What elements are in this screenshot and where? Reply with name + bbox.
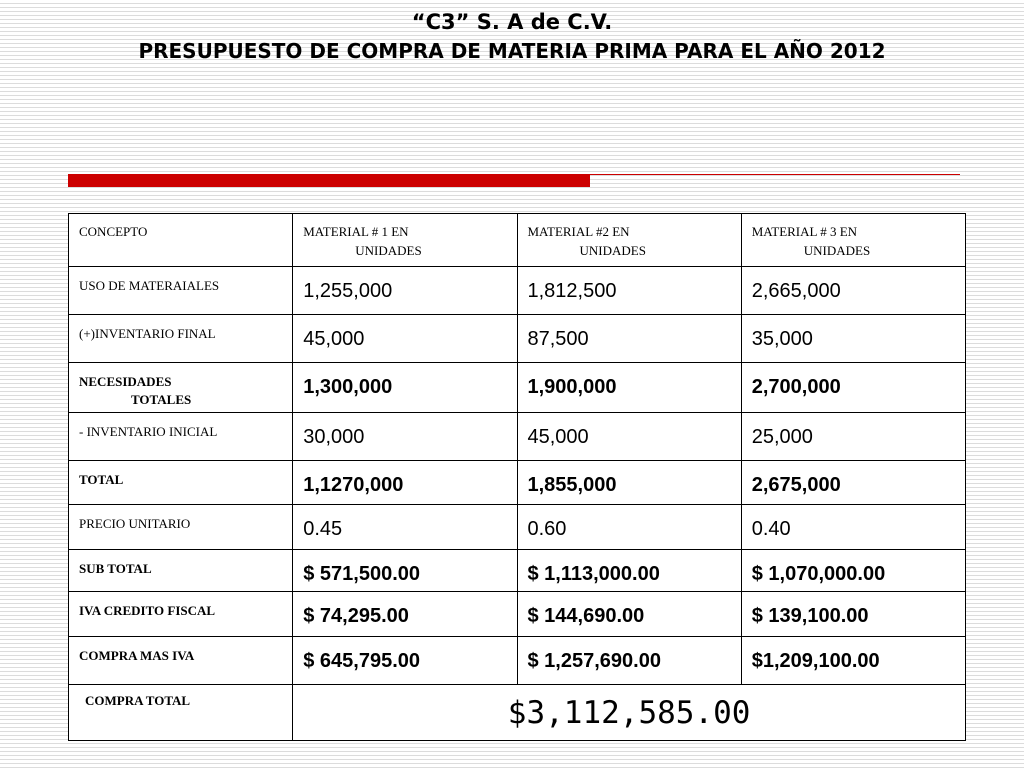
value-material-3: 2,675,000 [741, 461, 965, 505]
accent-bar [68, 174, 590, 187]
value-material-1: $ 74,295.00 [293, 592, 517, 637]
total-row [69, 685, 966, 741]
value-material-3: 2,700,000 [741, 363, 965, 413]
row-label-text: PRECIO UNITARIO [79, 516, 191, 531]
accent-line [590, 174, 960, 175]
table-row [69, 315, 966, 363]
row-label-text: - INVENTARIO INICIAL [79, 424, 218, 439]
header-material-3-line2: UNIDADES [803, 243, 871, 258]
value-material-1: 30,000 [293, 413, 517, 461]
row-label [69, 592, 293, 637]
value-material-1: $ 645,795.00 [293, 637, 517, 685]
header-material-1-line1: MATERIAL # 1 EN [303, 224, 409, 239]
table-row [69, 592, 966, 637]
row-label [69, 505, 293, 550]
value-material-2: 1,855,000 [517, 461, 741, 505]
table-row [69, 461, 966, 505]
value-material-2: $ 1,113,000.00 [517, 550, 741, 592]
header-material-2-line2: UNIDADES [579, 243, 646, 258]
header-material-3 [741, 214, 965, 267]
value-material-2: $ 144,690.00 [517, 592, 741, 637]
compra-total-label: COMPRA TOTAL [69, 685, 293, 741]
header-material-2-line1: MATERIAL #2 EN [527, 224, 630, 239]
row-label-text: (+)INVENTARIO FINAL [79, 326, 216, 341]
row-label [69, 267, 293, 315]
table-row [69, 637, 966, 685]
row-label [69, 363, 293, 413]
value-material-2: 1,812,500 [517, 267, 741, 315]
value-material-1: $ 571,500.00 [293, 550, 517, 592]
header-material-1 [293, 214, 517, 267]
row-label-text: USO DE MATERAIALES [79, 278, 220, 293]
value-material-2: 45,000 [517, 413, 741, 461]
value-material-1: 1,1270,000 [293, 461, 517, 505]
value-material-1: 45,000 [293, 315, 517, 363]
value-material-3: 35,000 [741, 315, 965, 363]
slide-title [0, 8, 1024, 66]
row-label-text: TOTAL [79, 472, 124, 487]
row-label [69, 315, 293, 363]
header-material-2 [517, 214, 741, 267]
value-material-1: 0.45 [293, 505, 517, 550]
row-label-text: IVA CREDITO FISCAL [79, 603, 216, 618]
value-material-1: 1,300,000 [293, 363, 517, 413]
value-material-2: 1,900,000 [517, 363, 741, 413]
row-label [69, 550, 293, 592]
row-label-text: NECESIDADES [79, 374, 172, 389]
value-material-2: 87,500 [517, 315, 741, 363]
value-material-2: $ 1,257,690.00 [517, 637, 741, 685]
value-material-3: $ 139,100.00 [741, 592, 965, 637]
header-material-3-line1: MATERIAL # 3 EN [751, 224, 858, 239]
value-material-3: 25,000 [741, 413, 965, 461]
row-label [69, 413, 293, 461]
row-label-text: COMPRA MAS IVA [79, 648, 195, 663]
value-material-3: $1,209,100.00 [741, 637, 965, 685]
table-header-row [69, 214, 966, 267]
budget-subtitle: PRESUPUESTO DE COMPRA DE MATERIA PRIMA PARA EL AÑO 2012 [138, 39, 886, 63]
value-material-1: 1,255,000 [293, 267, 517, 315]
table-row [69, 505, 966, 550]
value-material-3: $ 1,070,000.00 [741, 550, 965, 592]
row-label-text-line2: TOTALES [131, 392, 192, 407]
header-concept [69, 214, 293, 267]
table-row [69, 550, 966, 592]
table-row [69, 363, 966, 413]
table-row [69, 413, 966, 461]
header-material-1-line2: UNIDADES [355, 243, 422, 258]
compra-total-value: $3,112,585.00 [293, 685, 966, 741]
value-material-3: 0.40 [741, 505, 965, 550]
header-concept-text: CONCEPTO [79, 224, 148, 239]
table-row [69, 267, 966, 315]
value-material-3: 2,665,000 [741, 267, 965, 315]
budget-table [68, 213, 966, 741]
row-label [69, 461, 293, 505]
value-material-2: 0.60 [517, 505, 741, 550]
row-label [69, 637, 293, 685]
company-name: “C3” S. A de C.V. [411, 10, 613, 34]
row-label-text: SUB TOTAL [79, 561, 152, 576]
